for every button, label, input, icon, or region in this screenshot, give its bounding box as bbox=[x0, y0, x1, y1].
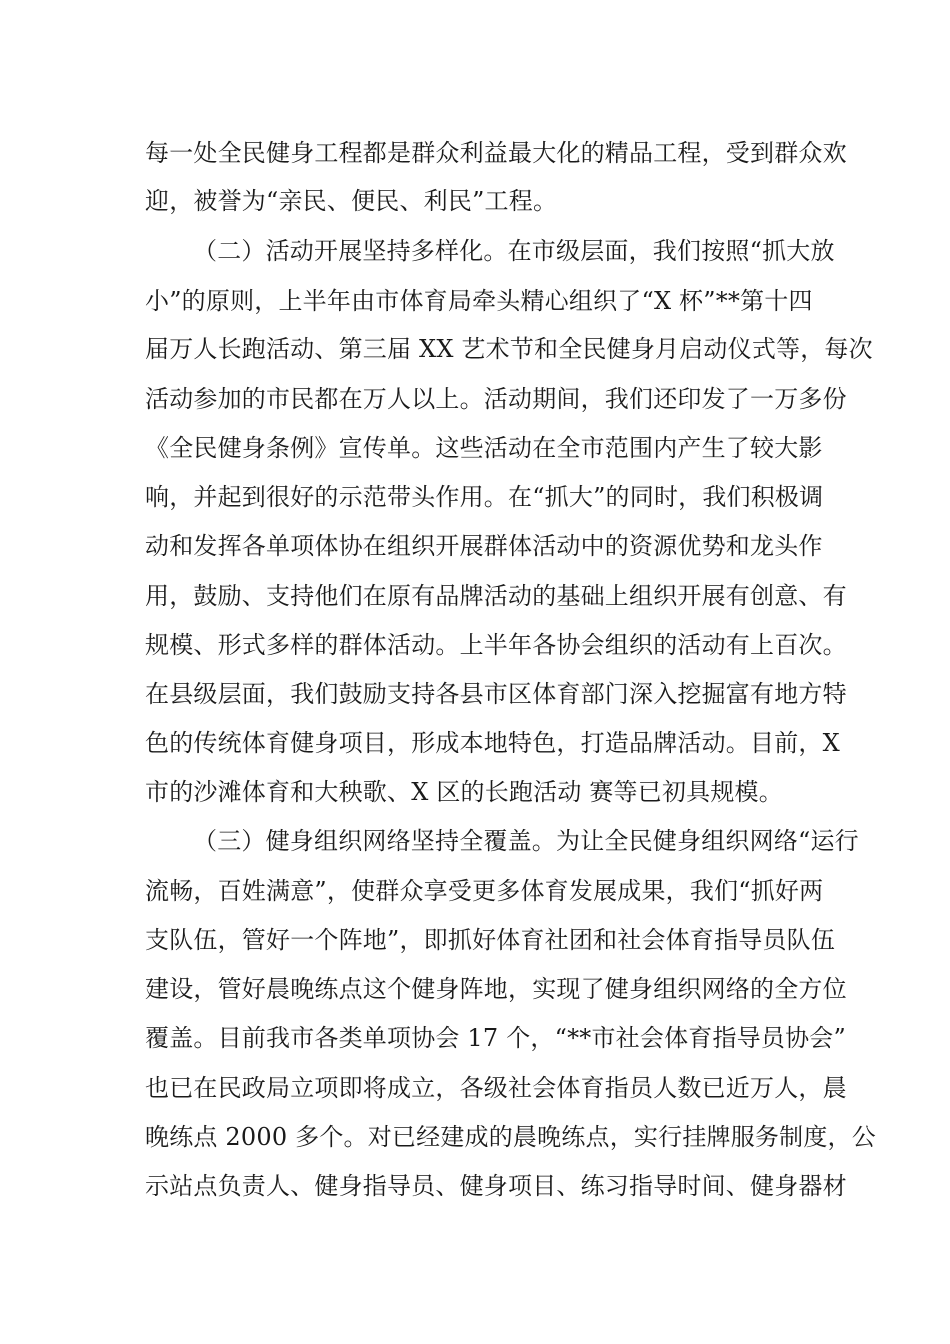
paragraph-heading-line: （二）活动开展坚持多样化。在市级层面，我们按照“抓大放 bbox=[193, 237, 835, 265]
text-line: 用，鼓励、支持他们在原有品牌活动的基础上组织开展有创意、有 bbox=[145, 582, 847, 610]
text-line: 动和发挥各单项体协在组织开展群体活动中的资源优势和龙头作 bbox=[145, 532, 823, 560]
text-line: 流畅，百姓满意”，使群众享受更多体育发展成果，我们“抓好两 bbox=[145, 877, 824, 905]
text-line: 晚练点 2000 多个。对已经建成的晨晚练点，实行挂牌服务制度，公 bbox=[145, 1123, 876, 1151]
text-line: 覆盖。目前我市各类单项协会 17 个，“**市社会体育指导员协会” bbox=[145, 1024, 846, 1052]
paragraph-heading-line: （三）健身组织网络坚持全覆盖。为让全民健身组织网络“运行 bbox=[193, 827, 859, 855]
text-line: 活动参加的市民都在万人以上。活动期间，我们还印发了一万多份 bbox=[145, 385, 847, 413]
text-line: 小”的原则，上半年由市体育局牵头精心组织了“X 杯”**第十四 bbox=[145, 287, 813, 315]
text-line: 支队伍，管好一个阵地”，即抓好体育社团和社会体育指导员队伍 bbox=[145, 926, 836, 954]
text-line: 规模、形式多样的群体活动。上半年各协会组织的活动有上百次。 bbox=[145, 631, 847, 659]
text-line: 届万人长跑活动、第三届 XX 艺术节和全民健身月启动仪式等，每次 bbox=[145, 335, 873, 363]
text-line: 也已在民政局立项即将成立，各级社会体育指员人数已近万人，晨 bbox=[145, 1074, 847, 1102]
text-line: 示站点负责人、健身指导员、健身项目、练习指导时间、健身器材 bbox=[145, 1172, 847, 1200]
text-line: 《全民健身条例》宣传单。这些活动在全市范围内产生了较大影 bbox=[145, 434, 823, 462]
text-line: 色的传统体育健身项目，形成本地特色，打造品牌活动。目前，X bbox=[145, 729, 840, 757]
text-line: 响，并起到很好的示范带头作用。在“抓大”的同时，我们积极调 bbox=[145, 483, 824, 511]
text-line: 迎，被誉为“亲民、便民、利民”工程。 bbox=[145, 187, 558, 215]
text-line: 市的沙滩体育和大秧歌、X 区的长跑活动 赛等已初具规模。 bbox=[145, 778, 783, 806]
text-line: 建设，管好晨晚练点这个健身阵地，实现了健身组织网络的全方位 bbox=[145, 975, 847, 1003]
text-line: 每一处全民健身工程都是群众利益最大化的精品工程，受到群众欢 bbox=[145, 139, 847, 167]
text-line: 在县级层面，我们鼓励支持各县市区体育部门深入挖掘富有地方特 bbox=[145, 680, 847, 708]
